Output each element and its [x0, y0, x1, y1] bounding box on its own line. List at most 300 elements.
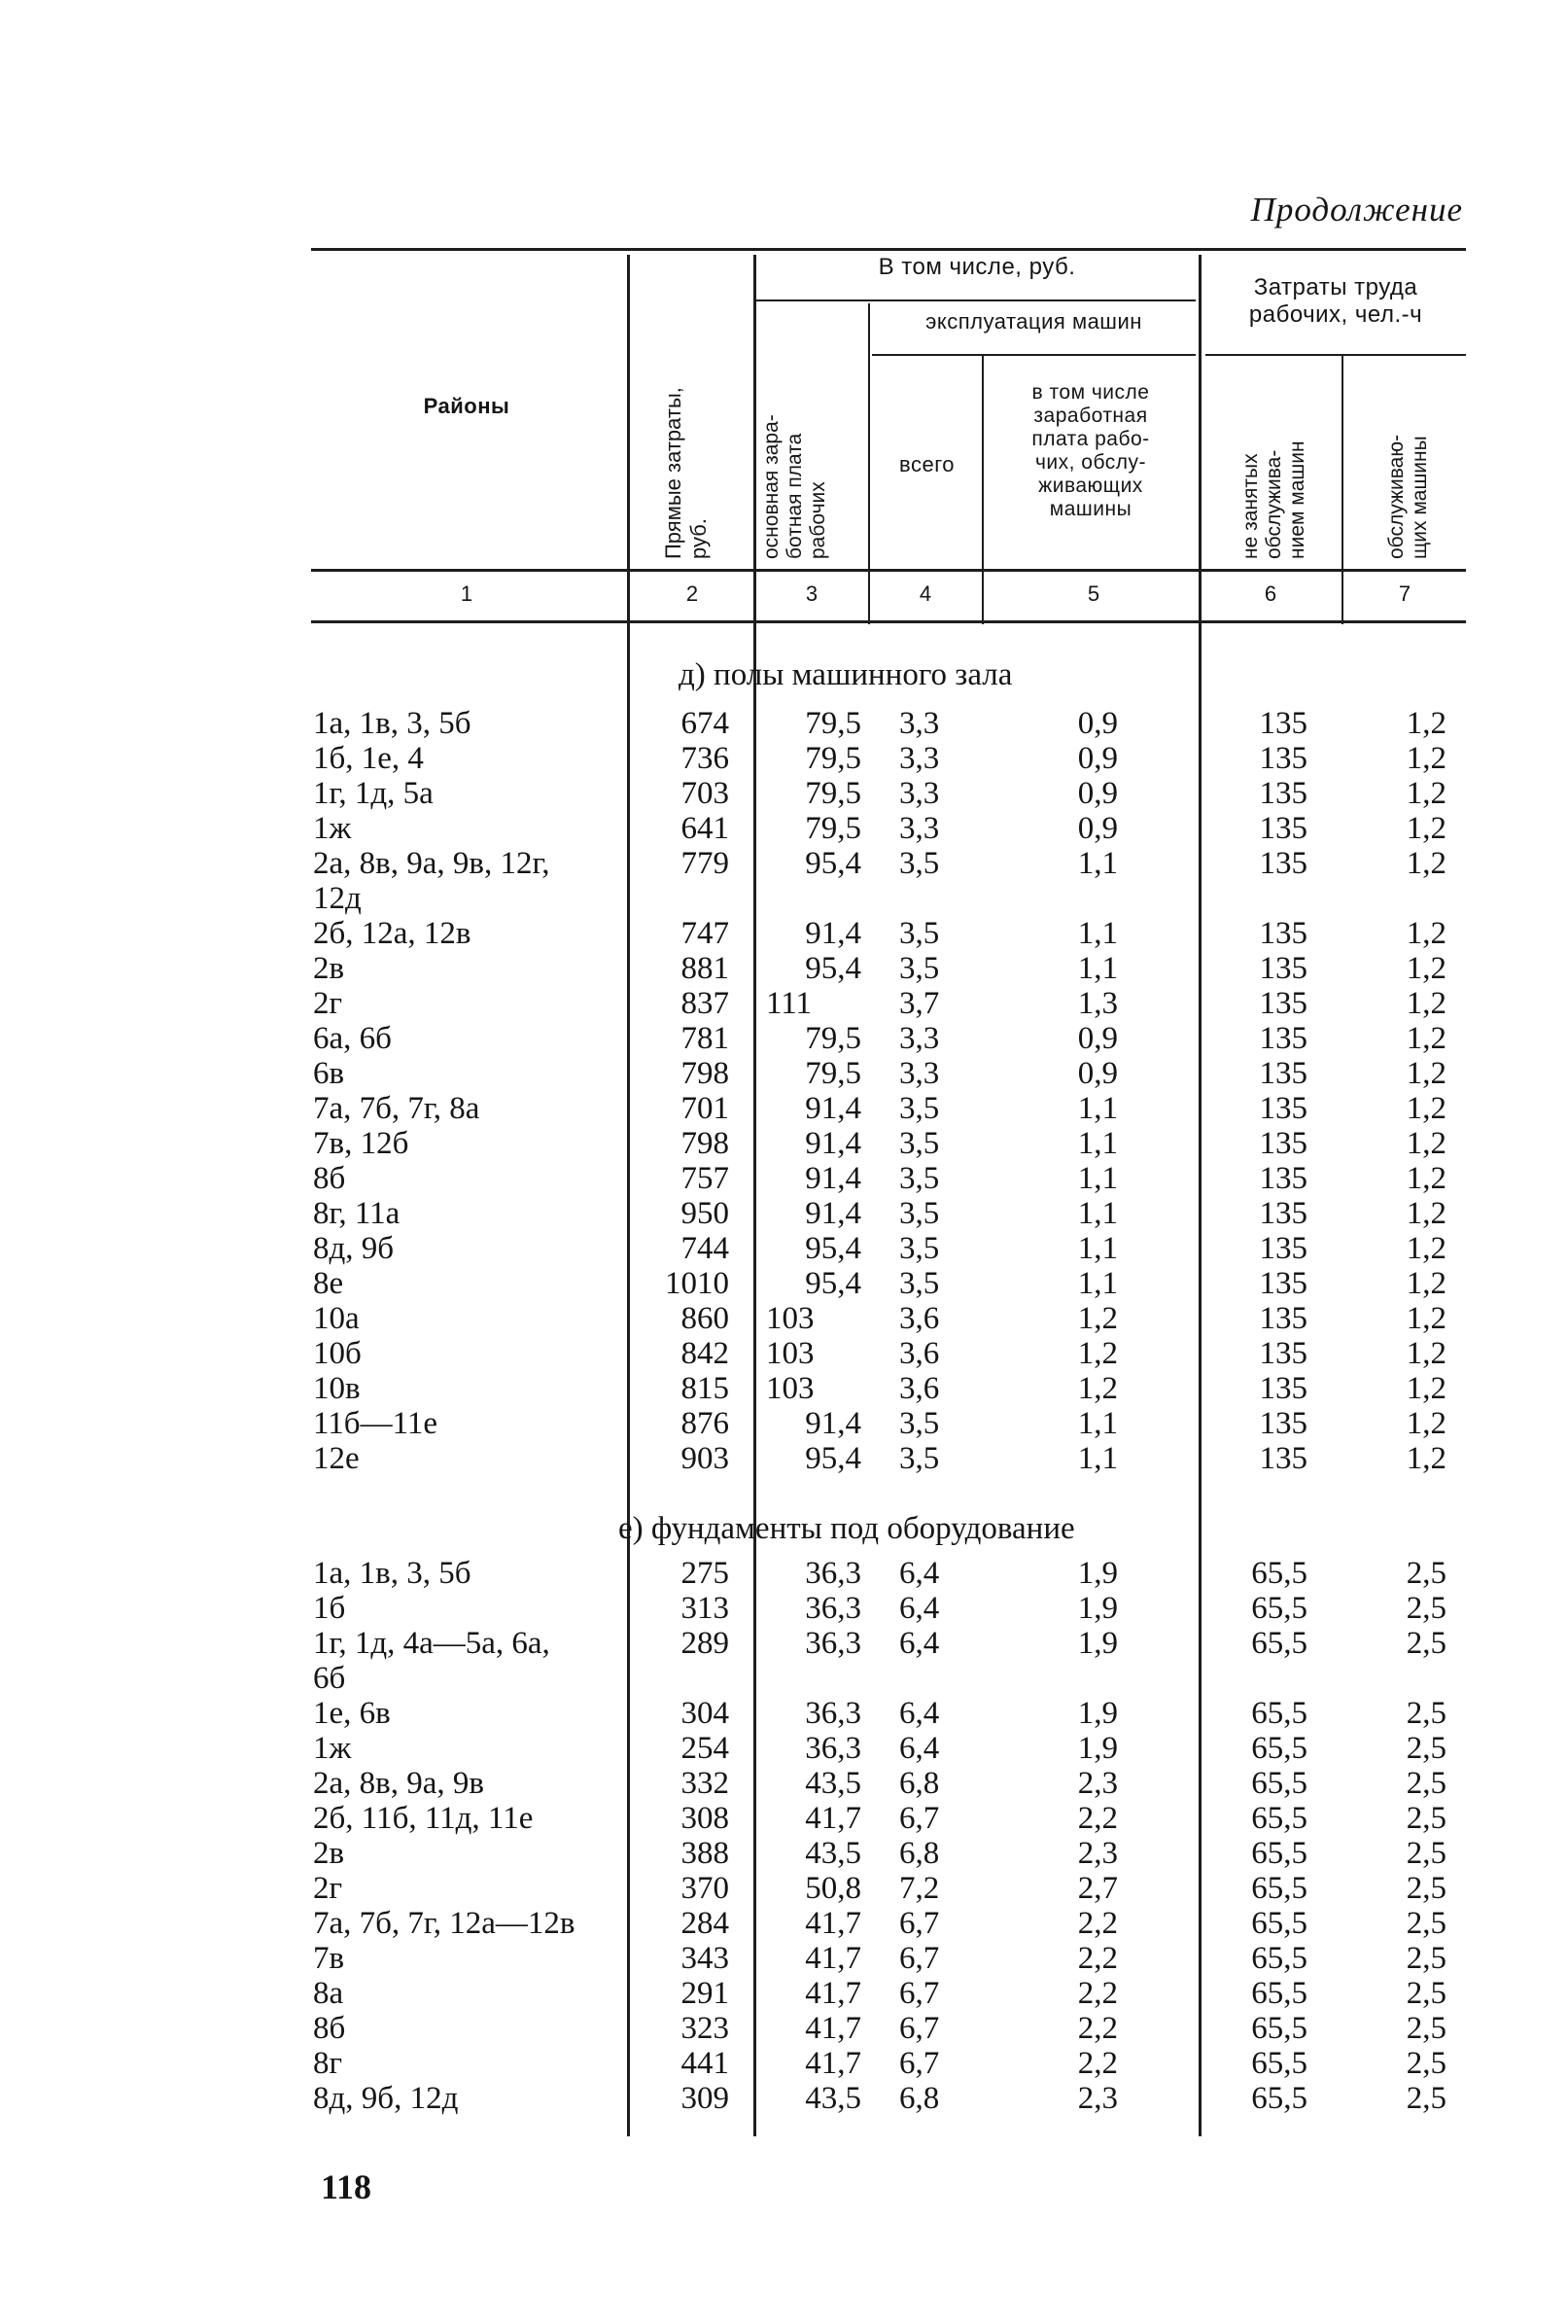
col-divider-3 [868, 303, 870, 624]
district-cell: 2б, 12а, 12в [313, 916, 471, 951]
value-cell-c6: 135 [1259, 1161, 1307, 1196]
table-row [0, 1696, 1568, 1731]
district-cell: 2а, 8в, 9а, 9в, 12г, [313, 846, 550, 881]
value-cell-c7: 1,2 [1406, 1196, 1446, 1231]
table-row [0, 1091, 1568, 1126]
table-row [0, 1906, 1568, 1941]
table-row [0, 881, 1568, 916]
value-cell-c7: 1,2 [1406, 1021, 1446, 1056]
continuation-label: Продолжение [1250, 191, 1463, 229]
value-cell-c4: 6,4 [899, 1591, 940, 1626]
table-row [0, 1591, 1568, 1626]
value-cell-c2: 744 [680, 1231, 729, 1266]
value-cell-c4: 6,7 [899, 1801, 940, 1836]
col-divider-4 [982, 356, 984, 624]
value-cell-c2: 284 [680, 1906, 729, 1941]
value-cell-c7: 2,5 [1406, 1626, 1446, 1661]
value-cell-c5: 1,1 [1077, 1161, 1118, 1196]
table-row [0, 1406, 1568, 1441]
district-cell: 1г, 1д, 4а—5а, 6а, [313, 1626, 550, 1661]
value-cell-c3: 79,5 [805, 1056, 861, 1091]
col-divider-6 [1342, 356, 1343, 624]
value-cell-c5: 1,9 [1077, 1731, 1118, 1766]
value-cell-c4: 6,7 [899, 2046, 940, 2081]
value-cell-c3: 41,7 [805, 1976, 861, 2011]
table-row [0, 1626, 1568, 1661]
col-number-5: 5 [1087, 581, 1100, 606]
district-cell: 11б—11е [313, 1406, 437, 1441]
value-cell-c7: 2,5 [1406, 1906, 1446, 1941]
district-cell: 7а, 7б, 7г, 8а [313, 1091, 480, 1126]
value-cell-c5: 1,1 [1077, 951, 1118, 986]
value-cell-c7: 1,2 [1406, 916, 1446, 951]
value-cell-c7: 2,5 [1406, 1556, 1446, 1591]
value-cell-c4: 3,5 [899, 1441, 940, 1476]
table-row [0, 1126, 1568, 1161]
district-cell: 8б [313, 2011, 346, 2046]
page-number: 118 [321, 2167, 372, 2206]
value-cell-c4: 7,2 [899, 1871, 940, 1906]
value-cell-c3: 103 [766, 1301, 815, 1336]
value-cell-c3: 91,4 [805, 1126, 861, 1161]
header-including-wage: в том числе заработная плата рабо- чих, обслу- живающих машины [1031, 381, 1150, 520]
value-cell-c6: 65,5 [1251, 2081, 1307, 2116]
value-cell-c6: 135 [1259, 916, 1307, 951]
value-cell-c2: 641 [680, 811, 729, 846]
district-cell: 2г [313, 986, 343, 1021]
colnum-bottom-rule [311, 620, 1466, 623]
col-number-3: 3 [805, 581, 819, 606]
district-cell: 2б, 11б, 11д, 11е [313, 1801, 534, 1836]
value-cell-c4: 6,7 [899, 1941, 940, 1976]
value-cell-c2: 332 [680, 1766, 729, 1801]
value-cell-c4: 6,8 [899, 1836, 940, 1871]
value-cell-c6: 65,5 [1251, 1766, 1307, 1801]
value-cell-c2: 798 [680, 1056, 729, 1091]
table-row [0, 811, 1568, 846]
value-cell-c3: 41,7 [805, 1906, 861, 1941]
district-cell: 8б [313, 1161, 346, 1196]
value-cell-c7: 1,2 [1406, 1441, 1446, 1476]
value-cell-c3: 95,4 [805, 1266, 861, 1301]
value-cell-c5: 1,1 [1077, 1406, 1118, 1441]
value-cell-c5: 2,2 [1077, 1941, 1118, 1976]
value-cell-c3: 95,4 [805, 951, 861, 986]
table-row [0, 1196, 1568, 1231]
district-cell: 6а, 6б [313, 1021, 392, 1056]
value-cell-c4: 6,4 [899, 1731, 940, 1766]
table-row [0, 1976, 1568, 2011]
value-cell-c3: 41,7 [805, 2011, 861, 2046]
value-cell-c4: 6,4 [899, 1626, 940, 1661]
table-row [0, 1301, 1568, 1336]
value-cell-c7: 1,2 [1406, 811, 1446, 846]
table-row [0, 916, 1568, 951]
district-cell: 10б [313, 1336, 362, 1371]
header-rule-sub [872, 354, 1196, 356]
value-cell-c7: 2,5 [1406, 1871, 1446, 1906]
value-cell-c3: 91,4 [805, 916, 861, 951]
table-top-rule [311, 248, 1466, 251]
value-cell-c2: 308 [680, 1801, 729, 1836]
value-cell-c7: 1,2 [1406, 1056, 1446, 1091]
header-bottom-rule [311, 569, 1466, 572]
header-base-wage: основная зара- ботная плата рабочих [760, 414, 829, 559]
value-cell-c4: 6,4 [899, 1556, 940, 1591]
value-cell-c5: 1,1 [1077, 916, 1118, 951]
value-cell-c7: 1,2 [1406, 1231, 1446, 1266]
district-cell: 12е [313, 1441, 360, 1476]
value-cell-c5: 2,3 [1077, 1836, 1118, 1871]
value-cell-c5: 1,1 [1077, 1126, 1118, 1161]
value-cell-c6: 135 [1259, 846, 1307, 881]
table-row [0, 986, 1568, 1021]
district-cell: 1а, 1в, 3, 5б [313, 1556, 471, 1591]
value-cell-c2: 842 [680, 1336, 729, 1371]
table-row [0, 1161, 1568, 1196]
value-cell-c3: 41,7 [805, 2046, 861, 2081]
value-cell-c6: 65,5 [1251, 1731, 1307, 1766]
value-cell-c3: 91,4 [805, 1196, 861, 1231]
value-cell-c7: 2,5 [1406, 2081, 1446, 2116]
value-cell-c6: 65,5 [1251, 1941, 1307, 1976]
value-cell-c3: 41,7 [805, 1801, 861, 1836]
value-cell-c2: 798 [680, 1126, 729, 1161]
col-number-4: 4 [919, 581, 932, 606]
value-cell-c7: 1,2 [1406, 951, 1446, 986]
value-cell-c4: 3,5 [899, 1161, 940, 1196]
value-cell-c5: 1,9 [1077, 1556, 1118, 1591]
value-cell-c6: 135 [1259, 1301, 1307, 1336]
value-cell-c7: 2,5 [1406, 1801, 1446, 1836]
value-cell-c7: 1,2 [1406, 1091, 1446, 1126]
value-cell-c3: 36,3 [805, 1556, 861, 1591]
value-cell-c2: 950 [680, 1196, 729, 1231]
value-cell-c2: 313 [680, 1591, 729, 1626]
district-cell: 8а [313, 1976, 344, 2011]
value-cell-c2: 289 [680, 1626, 729, 1661]
district-cell: 8е [313, 1266, 344, 1301]
value-cell-c6: 135 [1259, 1266, 1307, 1301]
value-cell-c4: 3,5 [899, 1091, 940, 1126]
value-cell-c2: 388 [680, 1836, 729, 1871]
value-cell-c7: 1,2 [1406, 706, 1446, 741]
value-cell-c3: 103 [766, 1371, 815, 1406]
district-cell: 1ж [313, 1731, 352, 1766]
value-cell-c6: 135 [1259, 1441, 1307, 1476]
value-cell-c3: 79,5 [805, 811, 861, 846]
value-cell-c2: 254 [680, 1731, 729, 1766]
value-cell-c7: 1,2 [1406, 1406, 1446, 1441]
value-cell-c5: 1,9 [1077, 1591, 1118, 1626]
value-cell-c6: 135 [1259, 1021, 1307, 1056]
table-row [0, 1661, 1568, 1696]
district-cell: 1а, 1в, 3, 5б [313, 706, 471, 741]
value-cell-c6: 65,5 [1251, 1801, 1307, 1836]
value-cell-c7: 1,2 [1406, 1371, 1446, 1406]
value-cell-c6: 65,5 [1251, 1976, 1307, 2011]
value-cell-c4: 3,5 [899, 1266, 940, 1301]
value-cell-c2: 736 [680, 741, 729, 776]
value-cell-c2: 674 [680, 706, 729, 741]
value-cell-c5: 2,2 [1077, 1906, 1118, 1941]
value-cell-c3: 43,5 [805, 1836, 861, 1871]
value-cell-c2: 881 [680, 951, 729, 986]
value-cell-c3: 79,5 [805, 776, 861, 811]
table-row [0, 1371, 1568, 1406]
value-cell-c6: 135 [1259, 1231, 1307, 1266]
value-cell-c5: 1,1 [1077, 1441, 1118, 1476]
value-cell-c7: 1,2 [1406, 1161, 1446, 1196]
value-cell-c3: 91,4 [805, 1161, 861, 1196]
value-cell-c4: 3,3 [899, 1056, 940, 1091]
value-cell-c7: 1,2 [1406, 986, 1446, 1021]
header-direct-costs: Прямые затраты, руб. [661, 387, 711, 559]
value-cell-c5: 1,1 [1077, 846, 1118, 881]
value-cell-c6: 135 [1259, 1056, 1307, 1091]
value-cell-c5: 2,2 [1077, 1976, 1118, 2011]
value-cell-c2: 815 [680, 1371, 729, 1406]
value-cell-c4: 3,3 [899, 706, 940, 741]
section-title-floors: д) полы машинного зала [679, 657, 1013, 692]
value-cell-c7: 1,2 [1406, 741, 1446, 776]
district-cell: 10а [313, 1301, 360, 1336]
col-number-7: 7 [1398, 581, 1411, 606]
value-cell-c3: 79,5 [805, 1021, 861, 1056]
header-total: всего [899, 452, 955, 476]
district-cell: 2в [313, 951, 345, 986]
district-cell: 6б [313, 1661, 346, 1696]
value-cell-c6: 135 [1259, 1336, 1307, 1371]
value-cell-c7: 2,5 [1406, 2011, 1446, 2046]
value-cell-c4: 6,8 [899, 2081, 940, 2116]
value-cell-c6: 65,5 [1251, 1906, 1307, 1941]
value-cell-c5: 1,1 [1077, 1091, 1118, 1126]
value-cell-c2: 1010 [665, 1266, 729, 1301]
table-row [0, 1556, 1568, 1591]
value-cell-c3: 95,4 [805, 1231, 861, 1266]
value-cell-c7: 1,2 [1406, 776, 1446, 811]
district-cell: 8д, 9б [313, 1231, 395, 1266]
value-cell-c5: 2,3 [1077, 2081, 1118, 2116]
value-cell-c6: 135 [1259, 951, 1307, 986]
table-row [0, 1266, 1568, 1301]
value-cell-c4: 3,5 [899, 846, 940, 881]
district-cell: 2г [313, 1871, 343, 1906]
value-cell-c5: 1,2 [1077, 1371, 1118, 1406]
table-row [0, 1801, 1568, 1836]
value-cell-c3: 79,5 [805, 741, 861, 776]
value-cell-c6: 65,5 [1251, 1626, 1307, 1661]
value-cell-c2: 370 [680, 1871, 729, 1906]
value-cell-c4: 3,3 [899, 776, 940, 811]
value-cell-c7: 2,5 [1406, 1591, 1446, 1626]
value-cell-c4: 3,3 [899, 741, 940, 776]
value-cell-c5: 1,1 [1077, 1196, 1118, 1231]
value-cell-c6: 135 [1259, 1371, 1307, 1406]
value-cell-c5: 1,2 [1077, 1336, 1118, 1371]
table-row [0, 741, 1568, 776]
value-cell-c3: 43,5 [805, 1766, 861, 1801]
value-cell-c7: 2,5 [1406, 1766, 1446, 1801]
table-row [0, 2011, 1568, 2046]
value-cell-c3: 50,8 [805, 1871, 861, 1906]
value-cell-c6: 135 [1259, 776, 1307, 811]
col-number-1: 1 [460, 581, 473, 606]
district-cell: 1г, 1д, 5а [313, 776, 434, 811]
value-cell-c2: 781 [680, 1021, 729, 1056]
value-cell-c6: 135 [1259, 1406, 1307, 1441]
value-cell-c4: 3,5 [899, 916, 940, 951]
table-row [0, 1441, 1568, 1476]
table-row [0, 1871, 1568, 1906]
value-cell-c5: 1,1 [1077, 1266, 1118, 1301]
value-cell-c6: 135 [1259, 986, 1307, 1021]
table-row [0, 951, 1568, 986]
value-cell-c4: 3,6 [899, 1371, 940, 1406]
value-cell-c5: 0,9 [1077, 776, 1118, 811]
table-row [0, 1836, 1568, 1871]
table-row [0, 1021, 1568, 1056]
value-cell-c4: 3,5 [899, 951, 940, 986]
value-cell-c4: 3,7 [899, 986, 940, 1021]
value-cell-c3: 95,4 [805, 1441, 861, 1476]
value-cell-c5: 0,9 [1077, 706, 1118, 741]
district-cell: 1е, 6в [313, 1696, 391, 1731]
col-number-6: 6 [1264, 581, 1277, 606]
value-cell-c2: 903 [680, 1441, 729, 1476]
value-cell-c4: 3,3 [899, 1021, 940, 1056]
value-cell-c2: 779 [680, 846, 729, 881]
header-not-servicing: не занятых обслужива- нием машин [1239, 440, 1308, 559]
value-cell-c6: 65,5 [1251, 1871, 1307, 1906]
value-cell-c5: 0,9 [1077, 1056, 1118, 1091]
district-cell: 7в, 12б [313, 1126, 409, 1161]
district-cell: 8г, 11а [313, 1196, 401, 1231]
value-cell-c4: 3,6 [899, 1336, 940, 1371]
district-cell: 1ж [313, 811, 352, 846]
table-row [0, 1766, 1568, 1801]
table-row [0, 1731, 1568, 1766]
header-including: В том числе, руб. [878, 254, 1076, 280]
value-cell-c3: 36,3 [805, 1591, 861, 1626]
value-cell-c4: 6,7 [899, 1976, 940, 2011]
table-row [0, 1056, 1568, 1091]
value-cell-c6: 65,5 [1251, 1556, 1307, 1591]
value-cell-c3: 95,4 [805, 846, 861, 881]
value-cell-c4: 3,6 [899, 1301, 940, 1336]
table-row [0, 2046, 1568, 2081]
value-cell-c5: 2,2 [1077, 2046, 1118, 2081]
section-title-foundations: е) фундаменты под оборудование [618, 1511, 1075, 1546]
value-cell-c6: 65,5 [1251, 2046, 1307, 2081]
value-cell-c4: 6,4 [899, 1696, 940, 1731]
district-cell: 12д [313, 881, 362, 916]
value-cell-c7: 1,2 [1406, 1336, 1446, 1371]
district-cell: 7в [313, 1941, 345, 1976]
value-cell-c7: 1,2 [1406, 1126, 1446, 1161]
value-cell-c5: 2,3 [1077, 1766, 1118, 1801]
value-cell-c3: 43,5 [805, 2081, 861, 2116]
value-cell-c7: 1,2 [1406, 1266, 1446, 1301]
district-cell: 1б, 1е, 4 [313, 741, 424, 776]
value-cell-c4: 6,8 [899, 1766, 940, 1801]
value-cell-c6: 135 [1259, 1126, 1307, 1161]
value-cell-c6: 135 [1259, 741, 1307, 776]
value-cell-c2: 860 [680, 1301, 729, 1336]
value-cell-c3: 41,7 [805, 1941, 861, 1976]
value-cell-c6: 65,5 [1251, 1591, 1307, 1626]
value-cell-c3: 36,3 [805, 1731, 861, 1766]
value-cell-c2: 701 [680, 1091, 729, 1126]
value-cell-c7: 1,2 [1406, 1301, 1446, 1336]
value-cell-c6: 65,5 [1251, 1696, 1307, 1731]
value-cell-c2: 291 [680, 1976, 729, 2011]
header-rule-operation [753, 299, 1196, 301]
value-cell-c4: 3,5 [899, 1126, 940, 1161]
value-cell-c5: 0,9 [1077, 811, 1118, 846]
value-cell-c2: 747 [680, 916, 729, 951]
value-cell-c3: 111 [766, 986, 813, 1021]
value-cell-c2: 441 [680, 2046, 729, 2081]
table-row [0, 1336, 1568, 1371]
district-cell: 2а, 8в, 9а, 9в [313, 1766, 484, 1801]
header-districts: Районы [423, 394, 510, 418]
district-cell: 7а, 7б, 7г, 12а—12в [313, 1906, 575, 1941]
value-cell-c7: 2,5 [1406, 2046, 1446, 2081]
value-cell-c2: 757 [680, 1161, 729, 1196]
value-cell-c5: 1,3 [1077, 986, 1118, 1021]
value-cell-c7: 2,5 [1406, 1941, 1446, 1976]
district-cell: 2в [313, 1836, 345, 1871]
header-servicing: обслуживаю- щих машины [1385, 434, 1431, 559]
value-cell-c3: 103 [766, 1336, 815, 1371]
header-labor-costs: Затраты труда рабочих, чел.-ч [1248, 274, 1423, 328]
value-cell-c2: 309 [680, 2081, 729, 2116]
value-cell-c6: 65,5 [1251, 2011, 1307, 2046]
value-cell-c3: 91,4 [805, 1406, 861, 1441]
district-cell: 8д, 9б, 12д [313, 2081, 459, 2116]
value-cell-c5: 2,2 [1077, 2011, 1118, 2046]
table-row [0, 706, 1568, 741]
table-row [0, 776, 1568, 811]
value-cell-c7: 2,5 [1406, 1696, 1446, 1731]
value-cell-c6: 135 [1259, 1196, 1307, 1231]
value-cell-c6: 135 [1259, 1091, 1307, 1126]
value-cell-c5: 0,9 [1077, 1021, 1118, 1056]
value-cell-c4: 3,3 [899, 811, 940, 846]
value-cell-c7: 1,2 [1406, 846, 1446, 881]
value-cell-c3: 36,3 [805, 1626, 861, 1661]
col-number-2: 2 [685, 581, 699, 606]
value-cell-c2: 323 [680, 2011, 729, 2046]
value-cell-c5: 1,9 [1077, 1626, 1118, 1661]
value-cell-c4: 3,5 [899, 1196, 940, 1231]
district-cell: 10в [313, 1371, 361, 1406]
district-cell: 6в [313, 1056, 345, 1091]
value-cell-c2: 703 [680, 776, 729, 811]
table-row [0, 2081, 1568, 2116]
value-cell-c6: 65,5 [1251, 1836, 1307, 1871]
value-cell-c7: 2,5 [1406, 1731, 1446, 1766]
value-cell-c4: 6,7 [899, 2011, 940, 2046]
value-cell-c2: 275 [680, 1556, 729, 1591]
value-cell-c4: 3,5 [899, 1406, 940, 1441]
value-cell-c3: 91,4 [805, 1091, 861, 1126]
value-cell-c5: 2,2 [1077, 1801, 1118, 1836]
value-cell-c5: 1,2 [1077, 1301, 1118, 1336]
district-cell: 1б [313, 1591, 346, 1626]
